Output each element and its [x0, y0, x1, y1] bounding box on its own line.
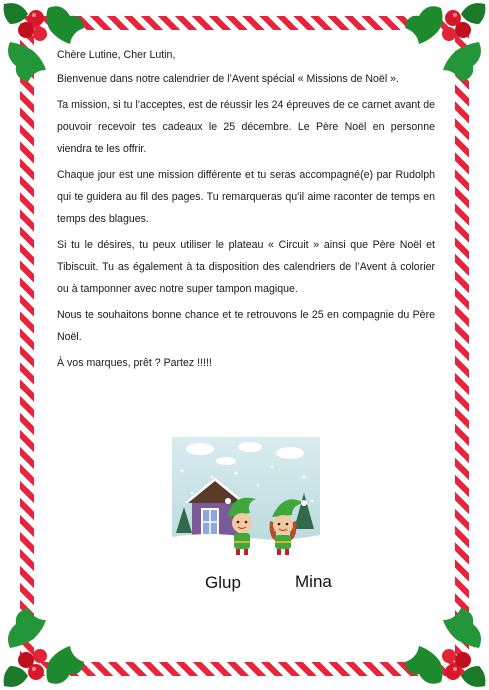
greeting: Chère Lutine, Cher Lutin, [57, 49, 176, 61]
closing-line: À vos marques, prêt ? Partez !!!!! [57, 357, 212, 369]
elves-illustration [172, 437, 320, 559]
paragraph-rudolph: Chaque jour est une mission différente et tu seras accompagné(e) par Rudolph qui te guidera au fil des pages. Tu remarqueras qu’il aime raconter de temps en temps des blagues. [57, 169, 435, 225]
paragraph-welcome: Bienvenue dans notre calendrier de l’Avent spécial « Missions de Noël ». [57, 73, 399, 85]
paragraph-materials: Si tu le désires, tu peux utiliser le plateau « Circuit » ainsi que Père Noël et Tibiscuit. Tu as également à ta disposition des calendriers de l’Avent à colorier ou à tamponner avec notre super tampon magique. [57, 239, 435, 295]
holly-icon [0, 600, 90, 690]
paragraph-good-luck: Nous te souhaitons bonne chance et te retrouvons le 25 en compagnie du Père Noël. [57, 309, 435, 343]
paragraph-mission: Ta mission, si tu l’acceptes, est de réussir les 24 épreuves de ce carnet avant de pouvoir recevoir tes cadeaux le 25 décembre. Le Père Noël en personne viendra te les offrir. [57, 99, 435, 155]
letter-body [57, 44, 435, 378]
holly-icon [399, 600, 489, 690]
elf-name-mina: Mina [295, 572, 332, 591]
elf-name-glup: Glup [205, 573, 241, 592]
